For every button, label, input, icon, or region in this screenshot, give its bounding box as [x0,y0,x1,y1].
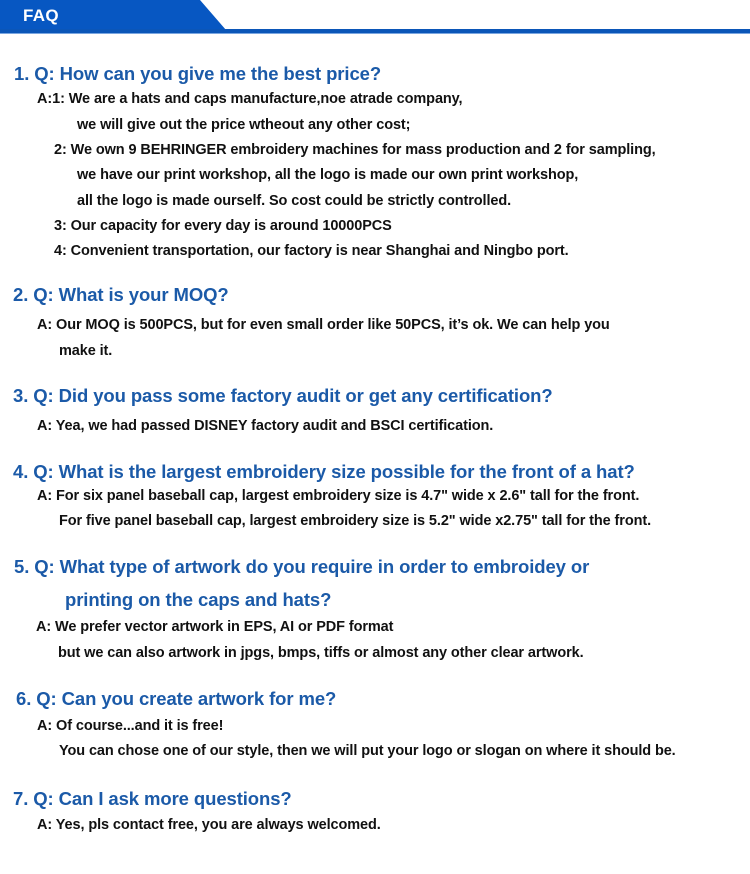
page-title: FAQ [23,6,59,25]
faq-answer-3-line-1: A: Yea, we had passed DISNEY factory audit and BSCI certification. [37,418,494,434]
faq-question-5: 5. Q: What type of artwork do you require in order to embroidey or [14,556,590,577]
faq-answer-1-line-1: A:1: We are a hats and caps manufacture,noe atrade company, [37,91,463,107]
faq-header [0,0,750,34]
faq-answer-1-line-5: all the logo is made ourself. So cost could be strictly controlled. [77,193,512,209]
faq-question-3: 3. Q: Did you pass some factory audit or get any certification? [13,385,553,406]
faq-answer-6-line-2: You can chose one of our style, then we will put your logo or slogan on where it should be. [59,743,676,759]
faq-answer-5-line-1: A: We prefer vector artwork in EPS, AI or PDF format [36,619,394,635]
faq-answer-1-line-3: 2: We own 9 BEHRINGER embroidery machines for mass production and 2 for sampling, [54,142,656,158]
faq-answer-5-line-2: but we can also artwork in jpgs, bmps, tiffs or almost any other clear artwork. [58,645,584,661]
faq-answer-7-line-1: A: Yes, pls contact free, you are always welcomed. [37,817,381,833]
faq-answer-4-line-1: A: For six panel baseball cap, largest embroidery size is 4.7" wide x 2.6" tall for the front. [37,488,640,504]
faq-question-4: 4. Q: What is the largest embroidery size possible for the front of a hat? [13,461,635,482]
faq-answer-1-line-6: 3: Our capacity for every day is around 10000PCS [54,218,392,234]
faq-answer-1-line-2: we will give out the price wtheout any other cost; [77,117,411,133]
faq-answer-6-line-1: A: Of course...and it is free! [37,718,224,734]
faq-answer-1-line-7: 4: Convenient transportation, our factory is near Shanghai and Ningbo port. [54,243,569,259]
header-divider-highlight [0,33,750,34]
faq-question-7: 7. Q: Can I ask more questions? [13,788,292,809]
faq-question-1: 1. Q: How can you give me the best price? [14,63,382,84]
faq-question-6: 6. Q: Can you create artwork for me? [16,688,337,709]
faq-answer-1-line-4: we have our print workshop, all the logo is made our own print workshop, [77,167,579,183]
faq-question-2: 2. Q: What is your MOQ? [13,284,229,305]
faq-answer-2-line-2: make it. [59,343,113,359]
faq-question-5-cont: printing on the caps and hats? [65,589,332,610]
faq-answer-4-line-2: For five panel baseball cap, largest embroidery size is 5.2" wide x2.75" tall for the front. [59,513,651,529]
faq-answer-2-line-1: A: Our MOQ is 500PCS, but for even small order like 50PCS, it’s ok. We can help you [37,317,610,333]
